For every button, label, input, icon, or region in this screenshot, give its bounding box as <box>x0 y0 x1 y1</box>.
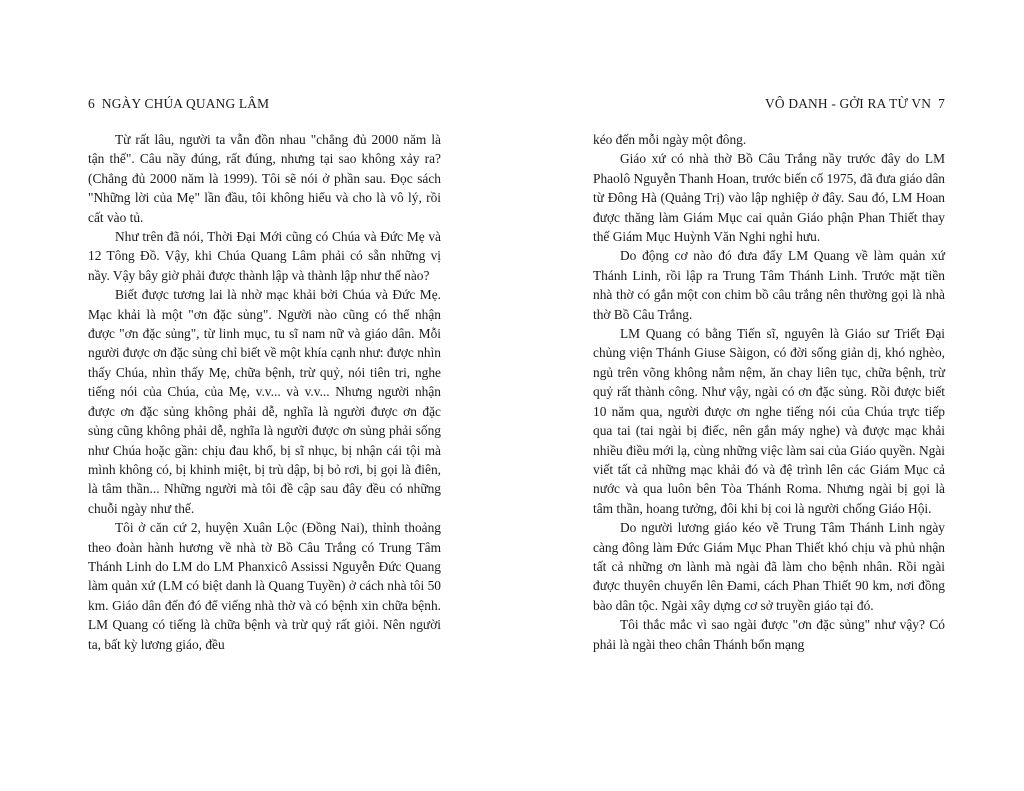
right-body-text <box>593 130 945 654</box>
left-body-text <box>88 130 441 654</box>
paragraph: Do động cơ nào đó đưa đẩy LM Quang về làm quản xứ Thánh Linh, rồi lập ra Trung Tâm Thánh Linh. Trước mặt tiền nhà thờ có gắn một con chim bồ câu trắng nên thường gọi là nhà thờ Bồ Câu Trắng. <box>593 248 945 322</box>
paragraph: Biết được tương lai là nhờ mạc khải bởi Chúa và Đức Mẹ. Mạc khải là một "ơn đặc sủng". Người nào cũng có thể nhận được "ơn đặc sủng", từ linh mục, tu sĩ nam nữ và giáo dân. Mỗi người được ơn đặc sủng chỉ biết về một khía cạnh như: được nhìn thấy Chúa, nhìn thấy Mẹ, chữa bệnh, trừ quỷ, nói tiên tri, nghe tiếng nói của Chúa, của Mẹ, v.v... và v.v... Nhưng người nhận được ơn đặc sủng không phải dễ, nghĩa là người được ơn đặc sủng cũng không phải dễ, nghĩa là người được ơn sủng phải sống như Chúa hoặc gần: chịu đau khổ, bị sĩ nhục, bị nhận cái tội mà mình không có, bị khinh miệt, bị trù dập, bị bỏ rơi, bị gọi là điên, là tâm thần... Những người mà tôi đề cập sau đây đều có những chuỗi ngày như thế. <box>88 287 441 516</box>
right-running-head <box>593 96 945 112</box>
continuation-paragraph: kéo đến mỗi ngày một đông. <box>593 132 747 147</box>
paragraph: Từ rất lâu, người ta vẫn đồn nhau "chẳng đủ 2000 năm là tận thế". Câu nầy đúng, rất đúng, nhưng tại sao không xảy ra? (Chẳng đủ 2000 năm là 1999). Tôi sẽ nói ở phần sau. Đọc sách "Những lời của Mẹ" lần đầu, tôi không hiểu và cho là vô lý, rồi cất vào tủ. <box>88 132 441 225</box>
paragraph: Như trên đã nói, Thời Đại Mới cũng có Chúa và Đức Mẹ và 12 Tông Đồ. Vậy, khi Chúa Quang Lâm phải có sẵn những vị nầy. Vậy bây giờ phải được thành lập và thành lập như thế nào? <box>88 229 441 283</box>
paragraph: Tôi ở căn cứ 2, huyện Xuân Lộc (Đồng Nai), thỉnh thoảng theo đoàn hành hương về nhà tờ Bồ Câu Trắng có Trung Tâm Thánh Linh do LM do LM Phanxicô Assissi Nguyễn Đức Quang làm quản xứ (LM có biệt danh là Quang Tuyền) ở cách nhà tôi 50 km. Giáo dân đến đó để viếng nhà thờ và có bệnh xin chữa bệnh. LM Quang có tiếng là chữa bệnh và trừ quỷ rất giỏi. Nên người ta, bất kỳ lương giáo, đều <box>88 520 441 652</box>
left-running-title: NGÀY CHÚA QUANG LÂM <box>101 96 270 111</box>
paragraph: Tôi thắc mắc vì sao ngài được "ơn đặc sủng" như vậy? Có phải là ngài theo chân Thánh bổn mạng <box>593 617 945 652</box>
right-page <box>593 0 945 791</box>
left-page-number: 6 <box>88 96 95 111</box>
right-running-title: VÔ DANH - GỞI RA TỪ VN <box>765 96 932 111</box>
left-page <box>88 0 441 791</box>
left-running-head <box>88 96 441 112</box>
right-page-number: 7 <box>938 96 945 111</box>
paragraph: LM Quang có bằng Tiến sĩ, nguyên là Giáo sư Triết Đại chủng viện Thánh Giuse Sàigon, có đời sống giản dị, khó nghèo, ngủ trên võng không nằm nệm, ăn chay liên tục, chữa bệnh, trừ quỷ rất thành công. Như vậy, ngài có ơn đặc sủng. Rồi được biết 10 năm qua, người được ơn nghe tiếng nói của Chúa trực tiếp qua tai (tai ngài bị điếc, nên gắn máy nghe) và được mạc khải nhiều điều mới lạ, cùng những việc làm sai của Giáo quyền. Ngài viết tất cả những mạc khải đó và đệ trình lên các Giám Mục cả nước và qua luôn bên Tòa Thánh Roma. Nhưng ngài bị gọi là tâm thần, hoang tưởng, đôi khi bị coi là người chống Giáo Hội. <box>593 326 945 516</box>
paragraph: Do người lương giáo kéo về Trung Tâm Thánh Linh ngày càng đông làm Đức Giám Mục Phan Thiết khó chịu và phủ nhận tất cả những ơn lành mà ngài đã làm cho bệnh nhân. Rồi ngài được thuyên chuyển lên Đami, cách Phan Thiết 90 km, nơi đồng bào dân tộc. Ngài xây dựng cơ sở truyền giáo tại đó. <box>593 520 945 613</box>
paragraph: Giáo xứ có nhà thờ Bồ Câu Trắng nầy trước đây do LM Phaolô Nguyễn Thanh Hoan, trước biến cố 1975, đã đưa giáo dân từ Đông Hà (Quảng Trị) vào lập nghiệp ở đây. Sau đó, LM Hoan được thăng làm Giám Mục cai quản Giáo phận Phan Thiết thay thế Giám Mục Huỳnh Văn Nghi nghỉ hưu. <box>593 151 945 245</box>
